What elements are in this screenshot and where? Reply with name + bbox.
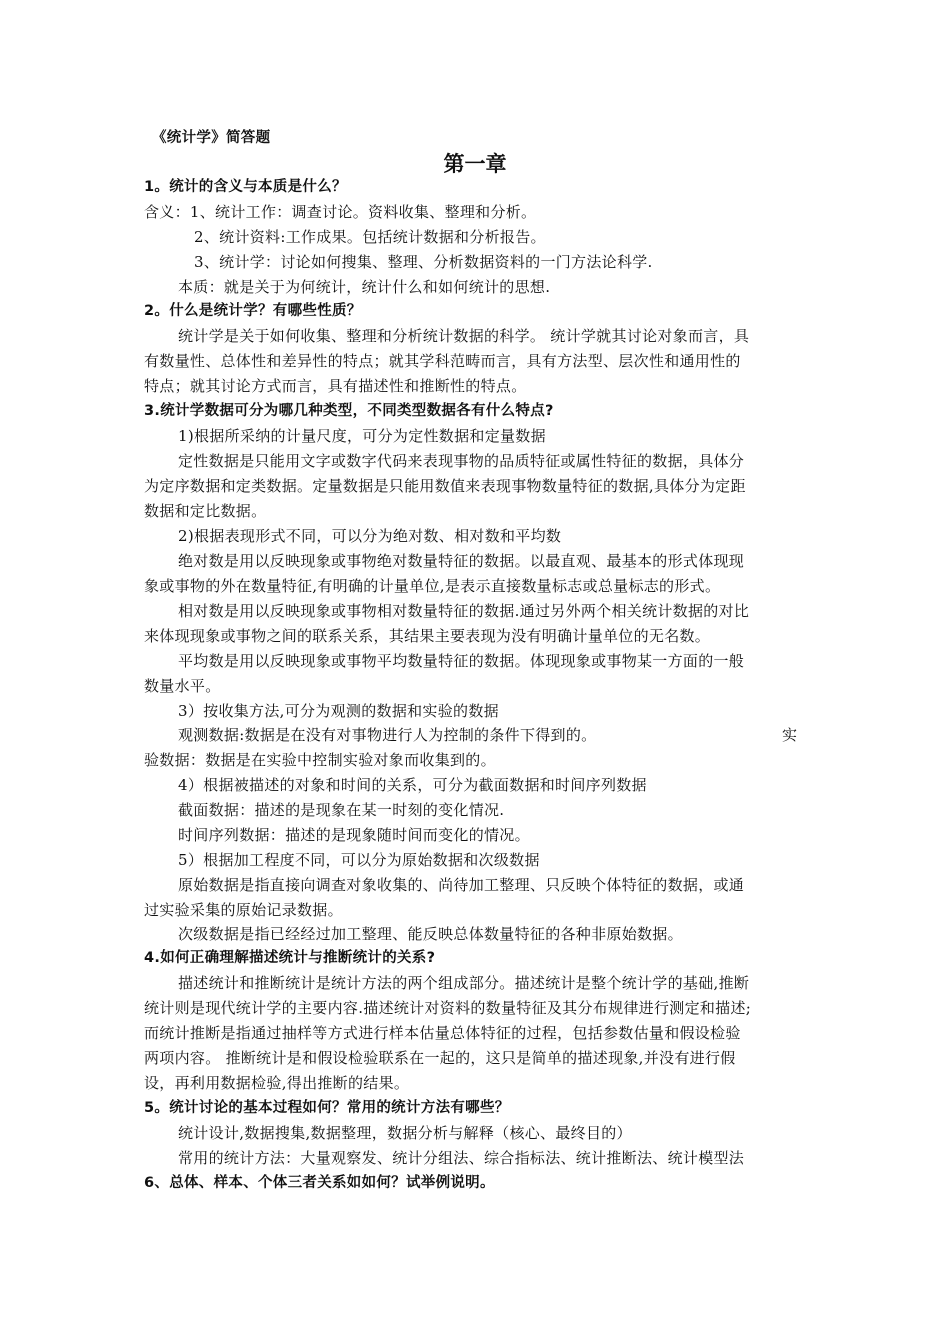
paragraph-line-fragment: 实 (782, 726, 798, 744)
paragraph-line: 设，再利用数据检验,得出推断的结果。 (144, 1074, 410, 1092)
paragraph-line: 为定序数据和定类数据。定量数据是只能用数值来表现事物数量特征的数据,具体分为定距 (144, 477, 746, 495)
question-heading: 4.如何正确理解描述统计与推断统计的关系? (144, 950, 436, 966)
paragraph-line: 而统计推断是指通过抽样等方式进行样本估量总体特征的过程，包括参数估量和假设检验 (144, 1024, 741, 1042)
paragraph-line: 描述统计和推断统计是统计方法的两个组成部分。描述统计是整个统计学的基础,推断 (178, 974, 750, 992)
paragraph-line: 5）根据加工程度不同，可以分为原始数据和次级数据 (178, 851, 540, 869)
paragraph-line: 平均数是用以反映现象或事物平均数量特征的数据。体现现象或事物某一方面的一般 (178, 652, 745, 670)
paragraph-line: 常用的统计方法：大量观察发、统计分组法、综合指标法、统计推断法、统计模型法 (178, 1149, 745, 1167)
paragraph-line: 3、统计学：讨论如何搜集、整理、分析数据资料的一门方法论科学. (194, 253, 653, 271)
paragraph-line: 定性数据是只能用文字或数字代码来表现事物的品质特征或属性特征的数据，具体分 (178, 452, 745, 470)
paragraph-line: 次级数据是指已经经过加工整理、能反映总体数量特征的各种非原始数据。 (178, 925, 683, 943)
question-heading: 2。什么是统计学？有哪些性质？ (144, 303, 362, 319)
paragraph-line: 统计则是现代统计学的主要内容.描述统计对资料的数量特征及其分布规律进行测定和描述; (144, 999, 752, 1017)
paragraph-line: 特点；就其讨论方式而言，具有描述性和推断性的特点。 (144, 377, 527, 395)
paragraph-line: 数据和定比数据。 (144, 502, 267, 520)
paragraph-line: 象或事物的外在数量特征,有明确的计量单位,是表示直接数量标志或总量标志的形式。 (144, 577, 721, 595)
question-heading: 6、总体、样本、个体三者关系如如何？试举例说明。 (144, 1175, 495, 1191)
paragraph-line: 两项内容。 推断统计是和假设检验联系在一起的，这只是简单的描述现象,并没有进行假 (144, 1049, 736, 1067)
paragraph-line: 含义：1、统计工作：调查讨论。资料收集、整理和分析。 (144, 203, 537, 221)
paragraph-line: 验数据：数据是在实验中控制实验对象而收集到的。 (144, 751, 496, 769)
paragraph-line: 本质：就是关于为何统计，统计什么和如何统计的思想. (178, 278, 551, 296)
paragraph-line: 观测数据:数据是在没有对事物进行人为控制的条件下得到的。 (178, 726, 597, 744)
paragraph-line: 2)根据表现形式不同，可以分为绝对数、相对数和平均数 (178, 527, 562, 545)
paragraph-line: 时间序列数据：描述的是现象随时间而变化的情况。 (178, 826, 530, 844)
document-title: 《统计学》简答题 (152, 130, 271, 146)
paragraph-line: 数量水平。 (144, 677, 221, 695)
paragraph-line: 统计学是关于如何收集、整理和分析统计数据的科学。 统计学就其讨论对象而言，具 (178, 327, 750, 345)
paragraph-line: 过实验采集的原始记录数据。 (144, 901, 343, 919)
paragraph-line: 1)根据所采纳的计量尺度，可分为定性数据和定量数据 (178, 427, 546, 445)
paragraph-line: 相对数是用以反映现象或事物相对数量特征的数据.通过另外两个相关统计数据的对比 (178, 602, 750, 620)
paragraph-line: 截面数据：描述的是现象在某一时刻的变化情况. (178, 801, 505, 819)
paragraph-line: 原始数据是指直接向调查对象收集的、尚待加工整理、只反映个体特征的数据，或通 (178, 876, 745, 894)
question-heading: 3.统计学数据可分为哪几种类型，不同类型数据各有什么特点? (144, 403, 554, 419)
paragraph-line: 有数量性、总体性和差异性的特点；就其学科范畴而言，具有方法型、层次性和通用性的 (144, 352, 741, 370)
paragraph-line: 4）根据被描述的对象和时间的关系，可分为截面数据和时间序列数据 (178, 776, 647, 794)
paragraph-line: 3）按收集方法,可分为观测的数据和实验的数据 (178, 702, 499, 720)
paragraph-line: 统计设计,数据搜集,数据整理，数据分析与解释（核心、最终目的） (178, 1124, 632, 1142)
question-heading: 1。统计的含义与本质是什么？ (144, 179, 347, 195)
paragraph-line: 绝对数是用以反映现象或事物绝对数量特征的数据。以最直观、最基本的形式体现现 (178, 552, 745, 570)
paragraph-line: 2、统计资料:工作成果。包括统计数据和分析报告。 (194, 228, 546, 246)
chapter-heading: 第一章 (443, 152, 507, 176)
question-heading: 5。统计讨论的基本过程如何？常用的统计方法有哪些？ (144, 1100, 510, 1116)
paragraph-line: 来体现现象或事物之间的联系关系，其结果主要表现为没有明确计量单位的无名数。 (144, 627, 711, 645)
